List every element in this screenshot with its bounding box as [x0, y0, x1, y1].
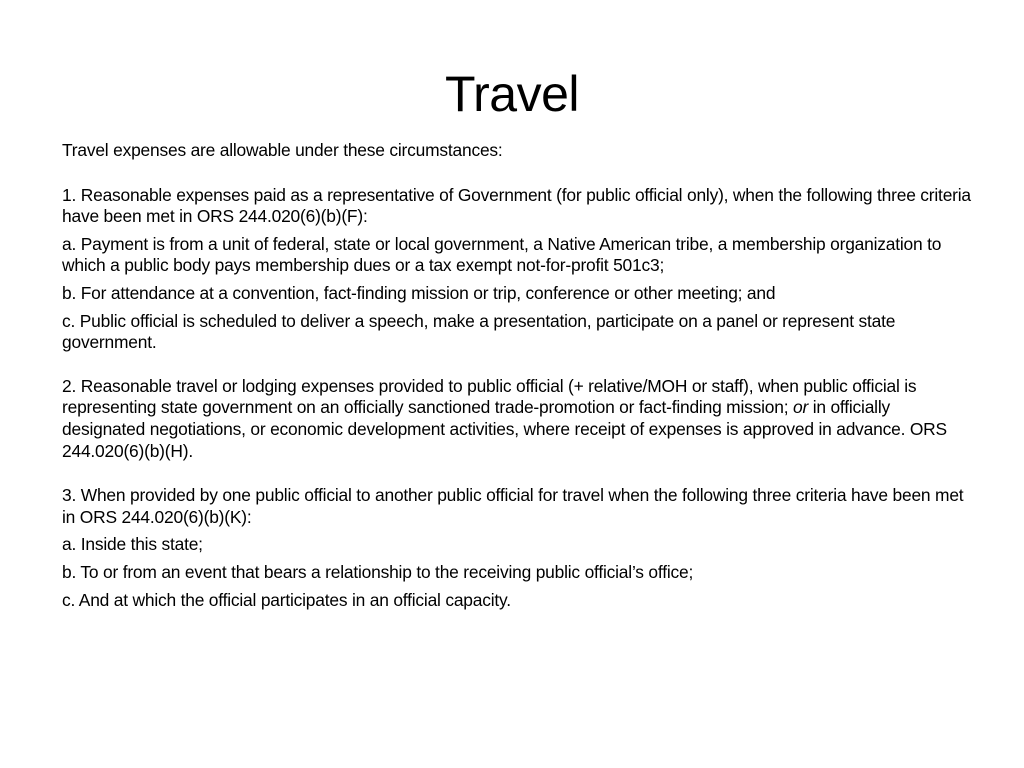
section-2-part-2: in officially designated negotiations, or economic development activities, where receipt of expenses is approved in advance. ORS 244.020(6)(b)(H). [62, 397, 947, 461]
intro-text: Travel expenses are allowable under these circumstances: [62, 140, 503, 160]
section-1-item-a: a. Payment is from a unit of federal, state or local government, a Native American tribe, a membership organization to which a public body pays membership dues or a tax exempt not-for-profit 501c3; [62, 233, 942, 276]
slide-title: Travel [444, 66, 580, 122]
section-2-italic-or: or [792, 397, 809, 418]
section-3-item-b: b. To or from an event that bears a relationship to the receiving public official’s office; [62, 561, 694, 582]
section-1-item-c: c. Public official is scheduled to deliver a speech, make a presentation, participate on a panel or represent state government. [62, 310, 896, 353]
section-3-text: 3. When provided by one public official to another public official for travel when the following three criteria have been met in ORS 244.020(6)(b)(K): [62, 485, 964, 527]
section-3-item-a: a. Inside this state; [62, 534, 203, 555]
slide-body [62, 140, 972, 611]
section-1-text: 1. Reasonable expenses paid as a representative of Government (for public official only), when the following three criteria have been met in ORS 244.020(6)(b)(F): [62, 184, 971, 227]
section-3-item-c: c. And at which the official participates in an official capacity. [62, 589, 511, 610]
section-2-text [62, 376, 972, 462]
section-2-part-1: 2. Reasonable travel or lodging expenses provided to public official (+ relative/MOH or staff), when public official is representing state government on an officially sanctioned trade-promotion or fact-finding mission; [62, 375, 917, 418]
section-1-item-b: b. For attendance at a convention, fact-finding mission or trip, conference or other meeting; and [62, 282, 776, 303]
